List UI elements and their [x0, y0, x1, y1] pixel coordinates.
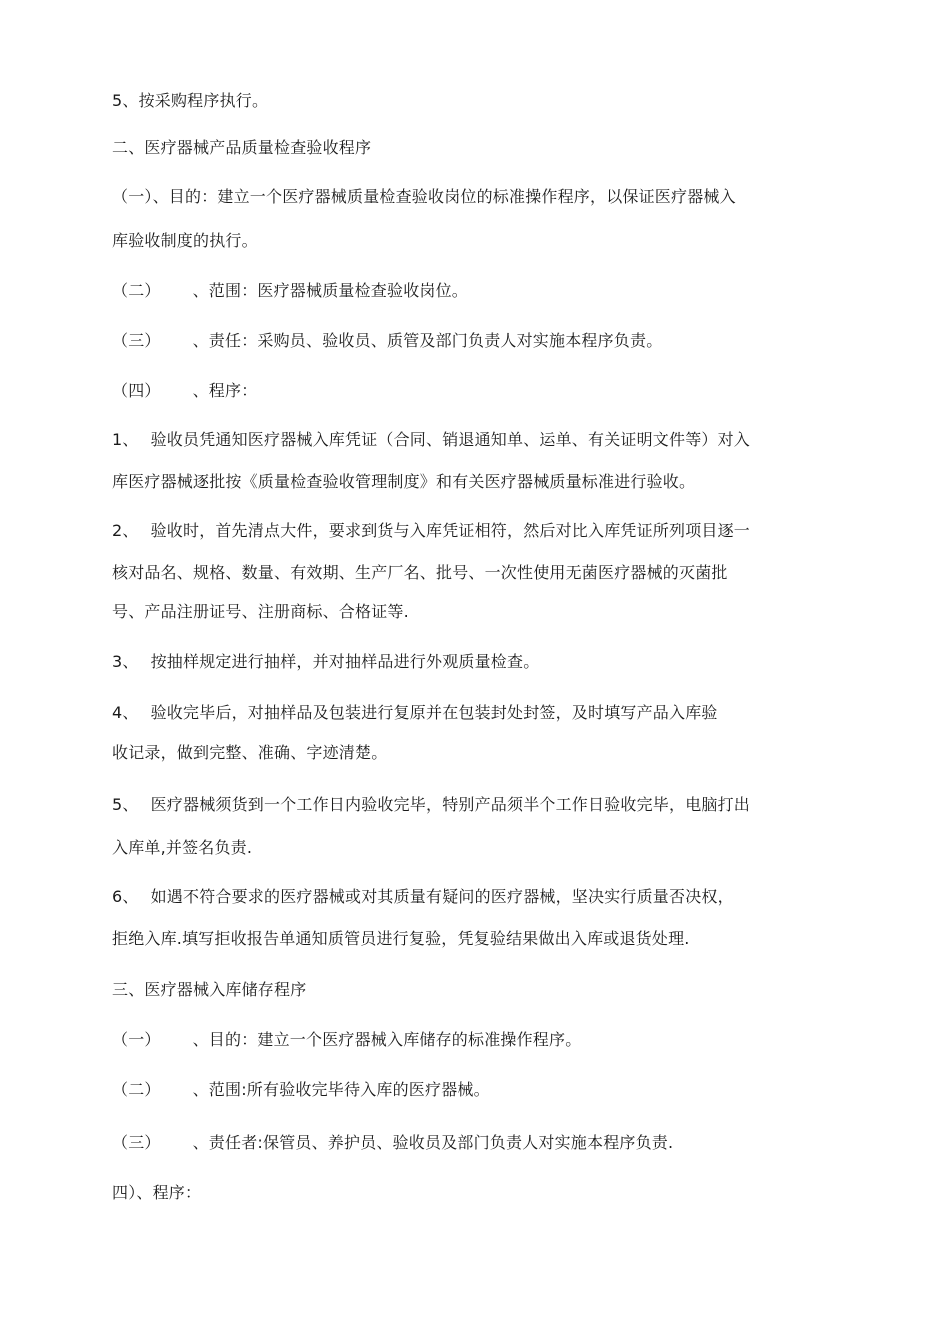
- item-marker: （一）: [112, 1030, 161, 1049]
- item-text: 验收时，首先清点大件，要求到货与入库凭证相符，然后对比入库凭证所列项目逐一: [150, 521, 750, 540]
- text-line: [112, 795, 750, 815]
- text-line: [112, 1080, 490, 1100]
- text-line: 5、按采购程序执行。: [112, 91, 269, 110]
- item-marker: （二）: [112, 281, 161, 300]
- text-line: [112, 1030, 581, 1050]
- item-text: 医疗器械须货到一个工作日内验收完毕，特别产品须半个工作日验收完毕，电脑打出: [150, 795, 750, 814]
- item-text: 、程序：: [192, 381, 258, 400]
- item-marker: 2、: [112, 521, 139, 540]
- text-line: 库验收制度的执行。: [112, 231, 258, 250]
- item-text: 按抽样规定进行抽样，并对抽样品进行外观质量检查。: [150, 652, 540, 671]
- text-line: 拒绝入库.填写拒收报告单通知质管员进行复验，凭复验结果做出入库或退货处理.: [112, 929, 690, 948]
- item-marker: （三）: [112, 331, 161, 350]
- section-heading: 二、医疗器械产品质量检查验收程序: [112, 138, 372, 157]
- text-line: [112, 381, 257, 401]
- text-line: 库医疗器械逐批按《质量检查验收管理制度》和有关医疗器械质量标准进行验收。: [112, 472, 696, 491]
- item-marker: （四）: [112, 381, 161, 400]
- item-text: 、目的：建立一个医疗器械入库储存的标准操作程序。: [192, 1030, 582, 1049]
- item-marker: 1、: [112, 430, 139, 449]
- item-marker: 3、: [112, 652, 139, 671]
- item-text: 、范围:所有验收完毕待入库的医疗器械。: [192, 1080, 490, 1099]
- text-line: [112, 521, 750, 541]
- item-marker: 4、: [112, 703, 139, 722]
- item-text: 、责任：采购员、验收员、质管及部门负责人对实施本程序负责。: [192, 331, 663, 350]
- item-text: 、责任者:保管员、养护员、验收员及部门负责人对实施本程序负责.: [192, 1133, 674, 1152]
- item-marker: （二）: [112, 1080, 161, 1099]
- item-text: 验收员凭通知医疗器械入库凭证（合同、销退通知单、运单、有关证明文件等）对入: [150, 430, 750, 449]
- item-marker: 5、: [112, 795, 139, 814]
- text-line: 四）、程序：: [112, 1183, 202, 1202]
- text-line: [112, 430, 750, 450]
- text-line: [112, 652, 539, 672]
- section-heading: 三、医疗器械入库储存程序: [112, 980, 307, 999]
- text-line: [112, 331, 662, 351]
- text-line: [112, 1133, 673, 1153]
- text-line: [112, 281, 468, 301]
- item-text: 验收完毕后，对抽样品及包装进行复原并在包装封处封签，及时填写产品入库验: [150, 703, 718, 722]
- item-text: 如遇不符合要求的医疗器械或对其质量有疑问的医疗器械，坚决实行质量否决权，: [150, 887, 734, 906]
- item-marker: （三）: [112, 1133, 161, 1152]
- text-line: [112, 887, 734, 907]
- text-line: 收记录，做到完整、准确、字迹清楚。: [112, 743, 388, 762]
- text-line: 号、产品注册证号、注册商标、合格证等.: [112, 602, 409, 621]
- text-line: （一）、目的：建立一个医疗器械质量检查验收岗位的标准操作程序，以保证医疗器械入: [112, 187, 736, 206]
- text-line: 核对品名、规格、数量、有效期、生产厂名、批号、一次性使用无菌医疗器械的灭菌批: [112, 563, 728, 582]
- text-line: 入库单,并签名负责.: [112, 838, 253, 857]
- item-text: 、范围：医疗器械质量检查验收岗位。: [192, 281, 469, 300]
- text-line: [112, 703, 718, 723]
- item-marker: 6、: [112, 887, 139, 906]
